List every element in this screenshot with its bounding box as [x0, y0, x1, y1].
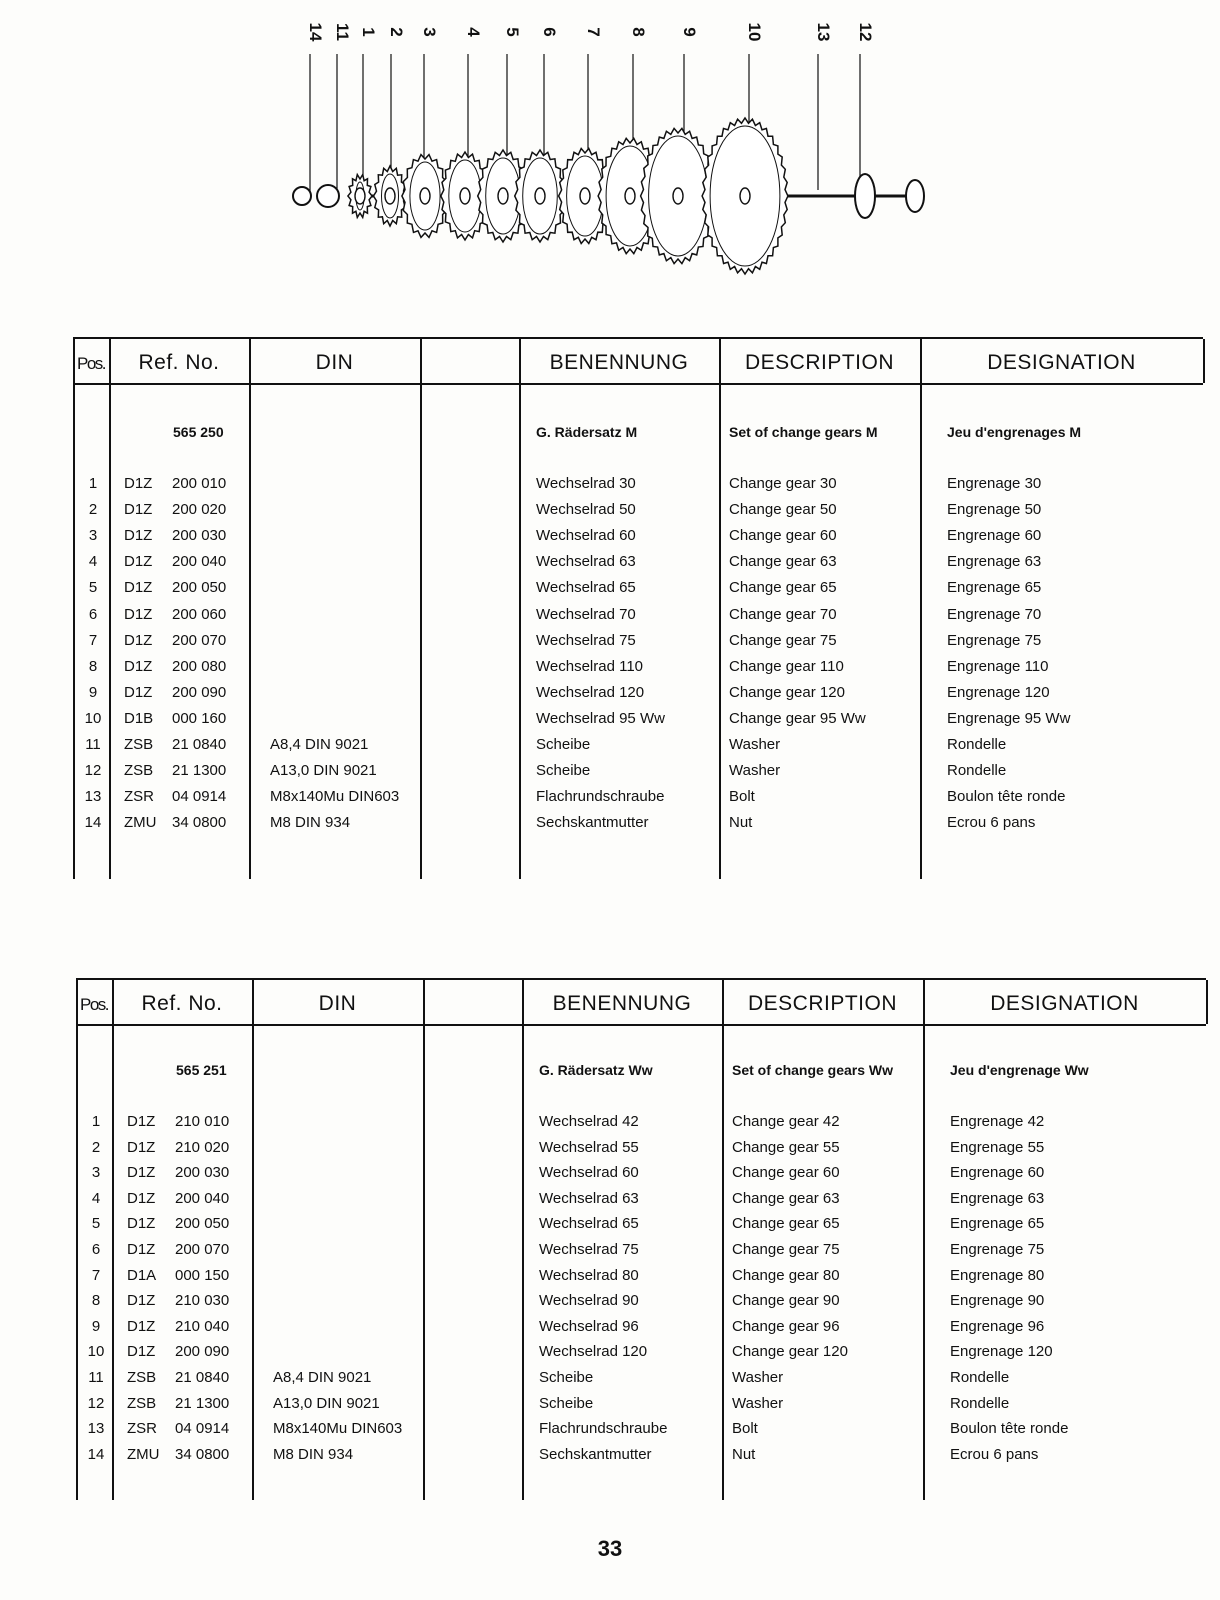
row-ref-number: 200 060 [172, 605, 227, 623]
row-ref-number: 200 040 [172, 553, 227, 571]
row-ref-prefix: D1Z [127, 1343, 156, 1361]
row-pos: 1 [88, 475, 98, 492]
column-divider [522, 980, 524, 1500]
row-benennung: Wechselrad 110 [536, 657, 644, 675]
row-ref-prefix: D1Z [127, 1292, 156, 1310]
row-ref-number: 210 010 [175, 1113, 230, 1130]
row-ref-prefix: ZSR [124, 788, 154, 806]
row-benennung: Wechselrad 65 [536, 579, 636, 597]
row-ref-number: 200 030 [175, 1164, 230, 1182]
row-ref-number: 200 070 [175, 1241, 230, 1258]
row-designation: Engrenage 60 [947, 527, 1042, 545]
row-pos: 2 [88, 501, 98, 519]
set-ref-number: 565 251 [176, 1062, 227, 1078]
row-designation: Engrenage 63 [947, 553, 1042, 571]
header-rule [73, 383, 1203, 385]
header-rule [76, 1024, 1206, 1026]
row-benennung: Wechselrad 55 [539, 1138, 639, 1156]
row-ref-prefix: D1Z [124, 605, 153, 623]
row-description: Change gear 120 [732, 1343, 848, 1361]
set-benennung: G. Rädersatz Ww [539, 1062, 653, 1078]
nut-part [293, 187, 311, 205]
row-ref-prefix: ZSB [124, 736, 154, 753]
row-benennung: Sechskantmutter [536, 814, 649, 832]
row-ref-number: 21 1300 [175, 1394, 230, 1412]
row-description: Change gear 80 [732, 1266, 840, 1284]
washer-part [855, 174, 875, 218]
row-benennung: Wechselrad 65 [539, 1215, 639, 1233]
callout-label: 4 [464, 27, 483, 37]
row-designation: Engrenage 75 [947, 631, 1042, 649]
washer-part [317, 185, 339, 207]
row-description: Change gear 75 [732, 1241, 840, 1258]
row-ref-number: 200 040 [175, 1189, 230, 1207]
row-pos: 8 [88, 657, 98, 675]
header-ref-no: Ref. No. [138, 351, 220, 374]
row-designation: Engrenage 65 [950, 1215, 1045, 1233]
header-designation: DESIGNATION [987, 351, 1136, 374]
row-description: Change gear 120 [729, 683, 845, 701]
row-pos: 13 [87, 1420, 105, 1438]
row-description: Change gear 30 [729, 475, 837, 492]
callout-label: 14 [306, 22, 325, 42]
row-pos: 12 [87, 1394, 105, 1412]
row-ref-prefix: D1Z [127, 1113, 156, 1130]
callout-label: 9 [680, 27, 699, 37]
set-description: Set of change gears M [729, 424, 878, 440]
column-divider [423, 980, 425, 1500]
row-ref-prefix: D1Z [127, 1189, 156, 1207]
header-din: DIN [315, 351, 354, 374]
row-benennung: Wechselrad 63 [539, 1189, 639, 1207]
row-description: Bolt [729, 788, 755, 806]
row-pos: 2 [91, 1138, 101, 1156]
row-ref-prefix: D1Z [124, 553, 153, 571]
row-ref-prefix: D1Z [127, 1138, 156, 1156]
parts-table-set-m [73, 337, 1203, 879]
row-ref-number: 200 020 [172, 501, 227, 519]
column-divider [722, 980, 724, 1500]
bolt-head [906, 180, 924, 212]
row-description: Change gear 60 [732, 1164, 840, 1182]
row-benennung: Wechselrad 95 Ww [536, 709, 665, 727]
row-description: Change gear 75 [729, 631, 837, 649]
callout-label: 10 [745, 22, 764, 42]
row-description: Change gear 50 [729, 501, 837, 519]
row-ref-number: 200 090 [172, 683, 227, 701]
row-designation: Ecrou 6 pans [950, 1445, 1039, 1463]
row-description: Nut [729, 814, 753, 832]
header-benennung: BENENNUNG [552, 992, 692, 1015]
row-designation: Ecrou 6 pans [947, 814, 1036, 832]
row-description: Change gear 42 [732, 1113, 840, 1130]
row-ref-number: 000 150 [175, 1266, 230, 1284]
header-din: DIN [318, 992, 357, 1015]
row-ref-number: 04 0914 [172, 788, 227, 806]
header-description: DESCRIPTION [744, 351, 894, 374]
column-divider [249, 339, 251, 879]
row-designation: Engrenage 63 [950, 1189, 1045, 1207]
row-description: Washer [732, 1394, 784, 1412]
row-benennung: Wechselrad 60 [536, 527, 636, 545]
set-ref-number: 565 250 [173, 424, 224, 440]
page-number: 33 [597, 1536, 623, 1561]
row-designation: Engrenage 70 [947, 605, 1042, 623]
row-benennung: Wechselrad 30 [536, 475, 636, 492]
row-benennung: Scheibe [536, 736, 591, 753]
row-description: Washer [729, 762, 781, 780]
row-description: Nut [732, 1445, 756, 1463]
header-pos: Pos. [76, 354, 106, 373]
row-benennung: Wechselrad 42 [539, 1113, 639, 1130]
row-ref-number: 000 160 [172, 709, 227, 727]
row-description: Bolt [732, 1420, 758, 1438]
row-description: Change gear 65 [729, 579, 837, 597]
row-designation: Boulon tête ronde [947, 788, 1066, 806]
row-ref-number: 200 090 [175, 1343, 230, 1361]
row-benennung: Wechselrad 120 [536, 683, 645, 701]
callout-label: 7 [584, 27, 603, 37]
gear-set-diagram [290, 10, 950, 280]
column-divider [1203, 339, 1205, 383]
row-ref-number: 210 040 [175, 1317, 230, 1335]
row-ref-prefix: D1B [124, 709, 154, 727]
callout-label: 12 [856, 22, 875, 42]
row-benennung: Flachrundschraube [539, 1420, 668, 1438]
row-ref-prefix: D1Z [127, 1215, 156, 1233]
row-designation: Rondelle [950, 1394, 1010, 1412]
set-designation: Jeu d'engrenage Ww [950, 1062, 1089, 1078]
row-pos: 3 [91, 1164, 101, 1182]
row-din: A13,0 DIN 9021 [270, 762, 377, 780]
row-ref-prefix: ZSB [127, 1369, 157, 1386]
row-designation: Boulon tête ronde [950, 1420, 1069, 1438]
change-gear [515, 150, 566, 242]
callout-label: 3 [420, 27, 439, 37]
column-divider [719, 339, 721, 879]
row-ref-prefix: ZMU [127, 1445, 160, 1463]
row-pos: 4 [88, 553, 98, 571]
set-designation: Jeu d'engrenages M [947, 424, 1082, 440]
row-pos: 6 [91, 1241, 101, 1258]
row-description: Change gear 110 [729, 657, 844, 675]
row-pos: 4 [91, 1189, 101, 1207]
row-pos: 14 [87, 1445, 105, 1463]
row-designation: Rondelle [950, 1369, 1010, 1386]
row-ref-prefix: D1A [127, 1266, 157, 1284]
row-designation: Engrenage 110 [947, 657, 1049, 675]
row-pos: 10 [87, 1343, 105, 1361]
column-divider [923, 980, 925, 1500]
row-designation: Engrenage 75 [950, 1241, 1045, 1258]
row-din: A13,0 DIN 9021 [273, 1394, 380, 1412]
row-description: Change gear 96 [732, 1317, 840, 1335]
row-pos: 14 [84, 814, 102, 832]
header-designation: DESIGNATION [990, 992, 1139, 1015]
column-divider [252, 980, 254, 1500]
callout-label: 2 [387, 27, 406, 37]
row-designation: Engrenage 120 [947, 683, 1050, 701]
row-benennung: Scheibe [539, 1394, 594, 1412]
row-benennung: Wechselrad 96 [539, 1317, 639, 1335]
header-pos: Pos. [79, 995, 109, 1014]
row-ref-prefix: D1Z [124, 475, 153, 492]
row-ref-number: 200 070 [172, 631, 227, 649]
row-description: Change gear 95 Ww [729, 709, 866, 727]
row-benennung: Wechselrad 75 [539, 1241, 639, 1258]
row-designation: Engrenage 80 [950, 1266, 1045, 1284]
row-ref-number: 200 050 [172, 579, 227, 597]
row-designation: Engrenage 95 Ww [947, 709, 1071, 727]
row-ref-number: 200 080 [172, 657, 227, 675]
row-designation: Engrenage 55 [950, 1138, 1045, 1156]
row-designation: Rondelle [947, 762, 1007, 780]
set-description: Set of change gears Ww [732, 1062, 894, 1078]
row-description: Change gear 63 [729, 553, 837, 571]
row-pos: 10 [84, 709, 102, 727]
row-ref-number: 34 0800 [172, 814, 227, 832]
row-pos: 8 [91, 1292, 101, 1310]
row-pos: 11 [85, 736, 101, 753]
row-ref-prefix: D1Z [124, 501, 153, 519]
row-pos: 7 [88, 631, 98, 649]
callout-label: 13 [814, 22, 833, 42]
row-ref-prefix: D1Z [124, 527, 153, 545]
callout-label: 8 [629, 27, 648, 37]
row-benennung: Wechselrad 50 [536, 501, 636, 519]
row-designation: Engrenage 30 [947, 475, 1042, 492]
row-benennung: Flachrundschraube [536, 788, 665, 806]
row-pos: 5 [88, 579, 98, 597]
column-divider [519, 339, 521, 879]
row-ref-number: 200 010 [172, 475, 227, 492]
row-pos: 13 [84, 788, 102, 806]
row-designation: Engrenage 96 [950, 1317, 1045, 1335]
column-divider [920, 339, 922, 879]
change-gear [702, 118, 788, 274]
row-description: Change gear 90 [732, 1292, 840, 1310]
change-gear [348, 175, 372, 218]
row-description: Change gear 60 [729, 527, 837, 545]
row-ref-number: 21 0840 [172, 736, 227, 753]
row-din: A8,4 DIN 9021 [270, 736, 369, 753]
row-description: Washer [732, 1369, 784, 1386]
row-benennung: Wechselrad 75 [536, 631, 636, 649]
row-pos: 12 [84, 762, 102, 780]
row-description: Change gear 65 [732, 1215, 840, 1233]
row-ref-prefix: ZMU [124, 814, 157, 832]
column-divider [420, 339, 422, 879]
column-divider [1206, 980, 1208, 1024]
row-ref-prefix: ZSR [127, 1420, 157, 1438]
row-ref-prefix: D1Z [124, 579, 153, 597]
gear-layer [293, 118, 924, 274]
row-ref-prefix: D1Z [127, 1241, 156, 1258]
header-description: DESCRIPTION [747, 992, 897, 1015]
row-ref-number: 21 0840 [175, 1369, 230, 1386]
row-designation: Engrenage 90 [950, 1292, 1045, 1310]
row-din: M8x140Mu DIN603 [270, 788, 400, 806]
row-pos: 1 [91, 1113, 101, 1130]
row-ref-number: 200 050 [175, 1215, 230, 1233]
callout-label: 6 [540, 27, 559, 37]
row-ref-prefix: ZSB [127, 1394, 157, 1412]
row-ref-number: 04 0914 [175, 1420, 230, 1438]
row-designation: Engrenage 120 [950, 1343, 1053, 1361]
row-description: Washer [729, 736, 781, 753]
row-benennung: Wechselrad 120 [539, 1343, 648, 1361]
row-pos: 3 [88, 527, 98, 545]
row-pos: 5 [91, 1215, 101, 1233]
row-pos: 9 [91, 1317, 101, 1335]
row-benennung: Wechselrad 70 [536, 605, 636, 623]
row-designation: Rondelle [947, 736, 1007, 753]
row-ref-number: 21 1300 [172, 762, 227, 780]
row-pos: 7 [91, 1266, 101, 1284]
row-pos: 6 [88, 605, 98, 623]
row-designation: Engrenage 42 [950, 1113, 1045, 1130]
row-benennung: Scheibe [536, 762, 591, 780]
row-ref-prefix: ZSB [124, 762, 154, 780]
header-benennung: BENENNUNG [549, 351, 689, 374]
row-ref-number: 200 030 [172, 527, 227, 545]
row-designation: Engrenage 65 [947, 579, 1042, 597]
row-ref-prefix: D1Z [127, 1164, 156, 1182]
row-benennung: Sechskantmutter [539, 1445, 652, 1463]
parts-table-set-ww [76, 978, 1206, 1500]
row-ref-number: 210 020 [175, 1138, 230, 1156]
row-din: M8x140Mu DIN603 [273, 1420, 403, 1438]
row-benennung: Wechselrad 90 [539, 1292, 639, 1310]
row-din: M8 DIN 934 [273, 1445, 354, 1463]
row-ref-prefix: D1Z [127, 1317, 156, 1335]
row-pos: 9 [88, 683, 98, 701]
row-pos: 11 [88, 1369, 104, 1386]
row-ref-number: 210 030 [175, 1292, 230, 1310]
row-description: Change gear 55 [732, 1138, 840, 1156]
row-din: M8 DIN 934 [270, 814, 351, 832]
callout-label: 11 [333, 23, 352, 41]
row-benennung: Wechselrad 80 [539, 1266, 639, 1284]
row-benennung: Scheibe [539, 1369, 594, 1386]
row-ref-prefix: D1Z [124, 683, 153, 701]
row-din: A8,4 DIN 9021 [273, 1369, 372, 1386]
set-benennung: G. Rädersatz M [536, 424, 638, 440]
row-ref-number: 34 0800 [175, 1445, 230, 1463]
row-benennung: Wechselrad 60 [539, 1164, 639, 1182]
callout-label: 1 [359, 27, 378, 37]
row-ref-prefix: D1Z [124, 657, 153, 675]
row-description: Change gear 63 [732, 1189, 840, 1207]
row-description: Change gear 70 [729, 605, 837, 623]
row-ref-prefix: D1Z [124, 631, 153, 649]
row-benennung: Wechselrad 63 [536, 553, 636, 571]
row-designation: Engrenage 50 [947, 501, 1042, 519]
row-designation: Engrenage 60 [950, 1164, 1045, 1182]
callout-label: 5 [503, 27, 522, 37]
header-ref-no: Ref. No. [141, 992, 223, 1015]
